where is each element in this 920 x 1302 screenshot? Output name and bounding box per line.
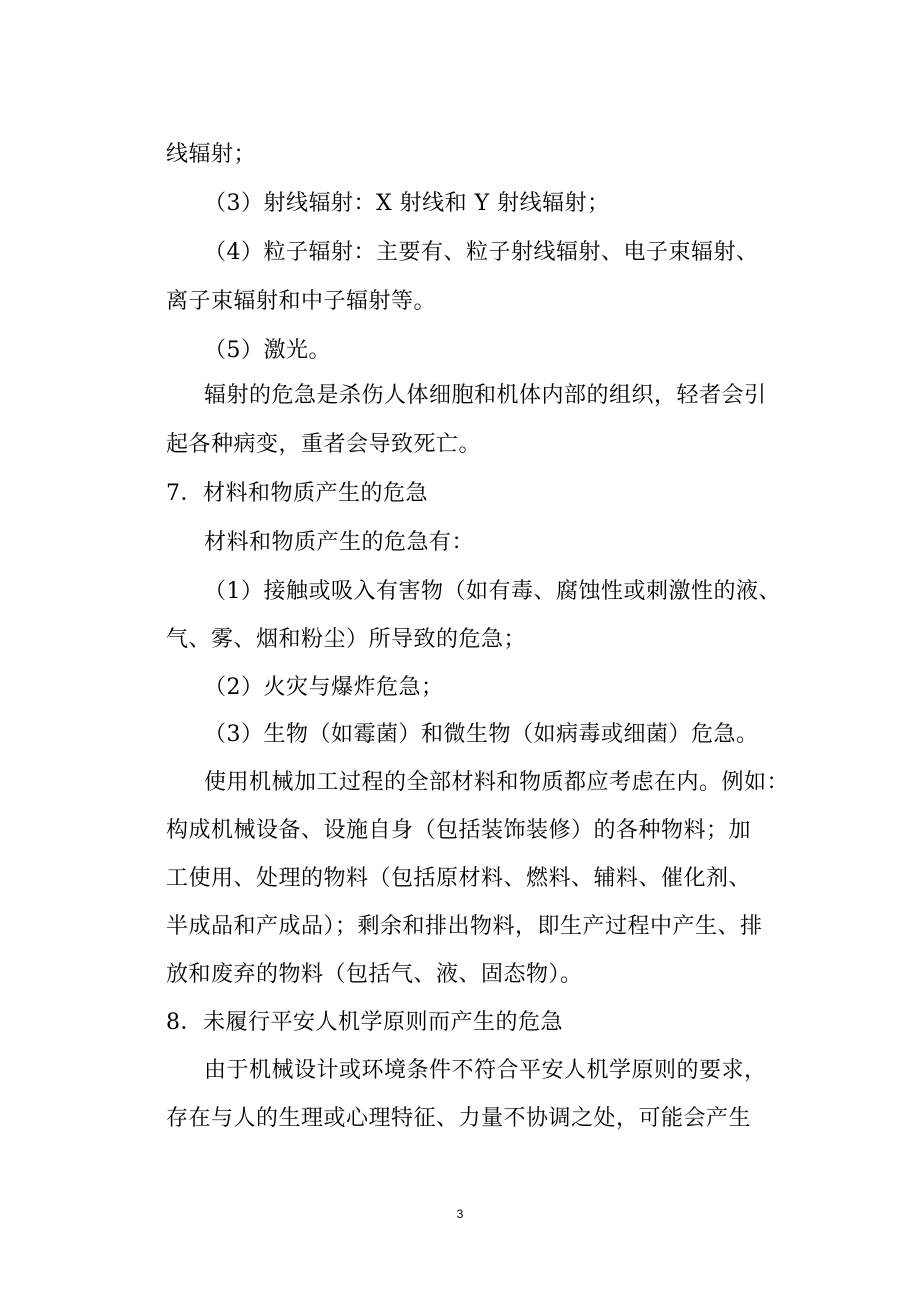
text-line: （3）生物（如霉菌）和微生物（如病毒或细菌）危急。 [204, 722, 759, 747]
text-line: （1）接触或吸入有害物（如有毒、腐蚀性或刺激性的液、 [204, 579, 781, 604]
text-line: （5）激光。 [204, 338, 331, 363]
text-line: 离子束辐射和中子辐射等。 [166, 289, 437, 314]
section-heading: 8．未履行平安人机学原则而产生的危急 [166, 1010, 563, 1035]
text-line: （4）粒子辐射：主要有、粒子射线辐射、电子束辐射、 [204, 240, 759, 265]
text-line: （3）射线辐射：X 射线和 Y 射线辐射； [204, 191, 610, 216]
text-line: （2）火灾与爆炸危急； [204, 675, 444, 700]
text-line: 构成机械设备、设施自身（包括装饰装修）的各种物料；加 [166, 818, 752, 843]
text-line: 使用机械加工过程的全部材料和物质都应考虑在内。例如： [204, 770, 790, 795]
text-line: 半成品和产成品）；剩余和排出物料，即生产过程中产生、排 [166, 914, 763, 939]
text-line: 材料和物质产生的危急有： [204, 530, 475, 555]
text-line: 辐射的危急是杀伤人体细胞和机体内部的组织，轻者会引 [204, 383, 767, 408]
text-line: 工使用、处理的物料（包括原材料、燃料、辅料、催化剂、 [166, 866, 752, 891]
text-line: 起各种病变，重者会导致死亡。 [166, 432, 482, 457]
text-line: 放和废弃的物料（包括气、液、固态物）。 [166, 962, 583, 987]
text-line: 气、雾、烟和粉尘）所导致的危急； [166, 627, 527, 652]
text-line: 由于机械设计或环境条件不符合平安人机学原则的要求， [204, 1058, 767, 1083]
section-heading: 7．材料和物质产生的危急 [166, 481, 428, 506]
text-line: 存在与人的生理或心理特征、力量不协调之处，可能会产生 [166, 1106, 752, 1131]
text-line: 线辐射； [166, 142, 257, 167]
page-number: 3 [456, 1207, 464, 1221]
